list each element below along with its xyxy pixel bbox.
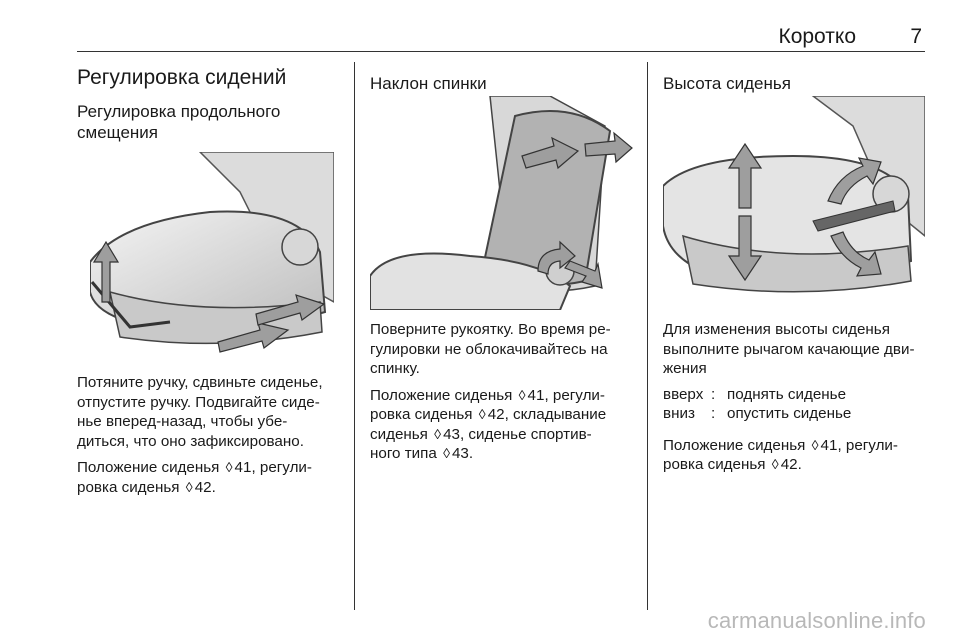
body-line: Поверните рукоятку. Во время ре- <box>370 321 611 338</box>
cross-reference-link[interactable]: 42. <box>780 456 802 473</box>
cross-reference: ровка сиденья ◊ 42, складывание <box>370 406 607 423</box>
cross-reference-link[interactable]: 43. <box>451 445 474 462</box>
column-seat-fore-aft <box>77 60 342 143</box>
cross-reference: ровка сиденья ◊ 42. <box>663 456 802 473</box>
section-heading: Регулировка сидений <box>77 66 287 89</box>
page-ref-icon: ◊ <box>518 386 526 403</box>
page-ref-icon: ◊ <box>811 436 819 453</box>
column1-body <box>77 373 347 497</box>
cross-reference-link[interactable]: 41, регули- <box>820 436 898 454</box>
subheading-line-2: смещения <box>77 123 158 142</box>
spec-row <box>663 385 933 405</box>
spec-description: поднять сиденье <box>727 385 847 403</box>
page-ref-icon: ◊ <box>478 406 486 422</box>
cross-reference: Положение сиденья ◊ 41, регули- <box>370 386 605 404</box>
section-heading: Высота сиденья <box>663 74 791 93</box>
cross-reference: Положение сиденья ◊ 41, регули- <box>77 459 312 476</box>
subheading-line-1: Регулировка продольного <box>77 102 281 121</box>
watermark: carmanualsonline.info <box>707 608 926 633</box>
page-ref-icon: ◊ <box>225 459 233 475</box>
column-divider-2 <box>647 62 648 610</box>
spec-term: вниз <box>663 405 695 422</box>
cross-reference: сиденья ◊ 43, сиденье спортив- <box>370 425 592 443</box>
page-ref-icon: ◊ <box>443 445 450 461</box>
cross-reference: Положение сиденья ◊ 41, регули- <box>663 436 898 454</box>
spec-separator: : <box>711 405 716 422</box>
page-ref-icon: ◊ <box>185 478 193 495</box>
body-line: отпустите ручку. Подвигайте сиде- <box>77 393 320 411</box>
body-line: диться, что оно зафиксировано. <box>77 432 304 450</box>
body-line: Потяните ручку, сдвиньте сиденье, <box>77 374 323 391</box>
column3-body <box>663 320 933 475</box>
body-line: жения <box>663 360 707 377</box>
column-backrest-tilt <box>370 60 635 94</box>
body-line: гулировки не облокачивайтесь на <box>370 340 608 358</box>
page-ref-icon: ◊ <box>771 456 779 472</box>
column2-body <box>370 320 640 464</box>
cross-reference: ровка сиденья ◊ 42. <box>77 478 216 496</box>
section-heading: Наклон спинки <box>370 74 487 93</box>
cross-reference-link[interactable]: 42. <box>194 478 216 496</box>
seat-fore-aft-illustration <box>90 152 334 364</box>
spec-separator: : <box>711 385 716 403</box>
body-line: выполните рычагом качающие дви- <box>663 340 915 358</box>
body-line: Для изменения высоты сиденья <box>663 321 890 338</box>
page-ref-icon: ◊ <box>434 425 442 442</box>
cross-reference-link[interactable]: 43, сиденье спортив- <box>443 425 592 443</box>
spec-row <box>663 404 933 424</box>
page-number: 7 <box>910 25 922 48</box>
body-line: спинку. <box>370 360 420 377</box>
body-line: нье вперед-назад, чтобы убе- <box>77 413 288 430</box>
cross-reference-link[interactable]: 41, регули- <box>527 386 605 404</box>
backrest-tilt-illustration <box>370 96 634 310</box>
header-rule <box>77 51 925 52</box>
spec-term: вверх <box>663 385 704 403</box>
cross-reference-link[interactable]: 41, регули- <box>234 459 312 476</box>
column-divider-1 <box>354 62 355 610</box>
cross-reference: ного типа ◊ 43. <box>370 445 474 462</box>
spec-table <box>663 385 933 424</box>
cross-reference-link[interactable]: 42, складывание <box>487 406 607 423</box>
column-seat-height <box>663 60 928 94</box>
spec-description: опустить сиденье <box>727 405 852 422</box>
seat-height-illustration <box>663 96 925 310</box>
section-title: Коротко <box>778 25 856 48</box>
